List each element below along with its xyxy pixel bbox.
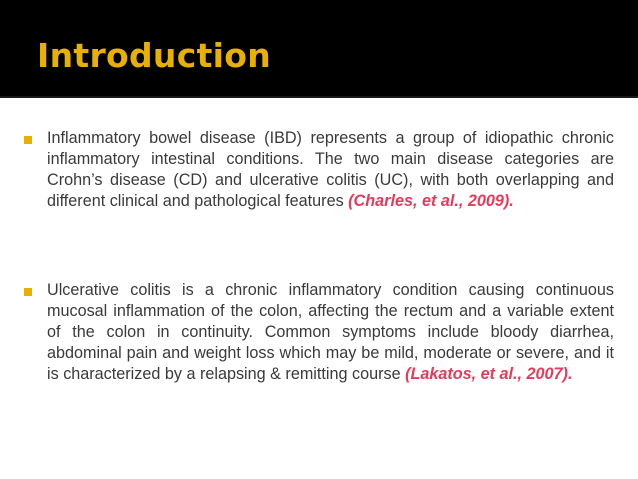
- citation: (Lakatos, et al., 2007).: [405, 365, 573, 383]
- citation: (Charles, et al., 2009).: [348, 192, 514, 210]
- square-bullet-icon: [24, 288, 32, 296]
- bullet-text: [47, 280, 614, 385]
- bullet-body: Ulcerative colitis is a chronic inflammatory condition causing continuous mucosal inflammation of the colon, affecting the rectum and a variable extent of the colon in continuity. Common symptoms include bloody diarrhea, abdominal pain and weight loss which may be mild, moderate or severe, and it is characterized by a relapsing & remitting course: [47, 281, 614, 383]
- square-bullet-icon: [24, 136, 32, 144]
- bullet-item: [24, 280, 614, 385]
- title-bar: [0, 0, 638, 97]
- bullet-body: Inflammatory bowel disease (IBD) represents a group of idiopathic chronic inflammatory intestinal conditions. The two main disease categories are Crohn’s disease (CD) and ulcerative colitis (UC), with both overlapping and different clinical and pathological features: [47, 129, 614, 210]
- bullet-text: [47, 128, 614, 212]
- slide-content: [0, 98, 638, 479]
- slide-title: Introduction: [37, 36, 272, 75]
- bullet-item: [24, 128, 614, 212]
